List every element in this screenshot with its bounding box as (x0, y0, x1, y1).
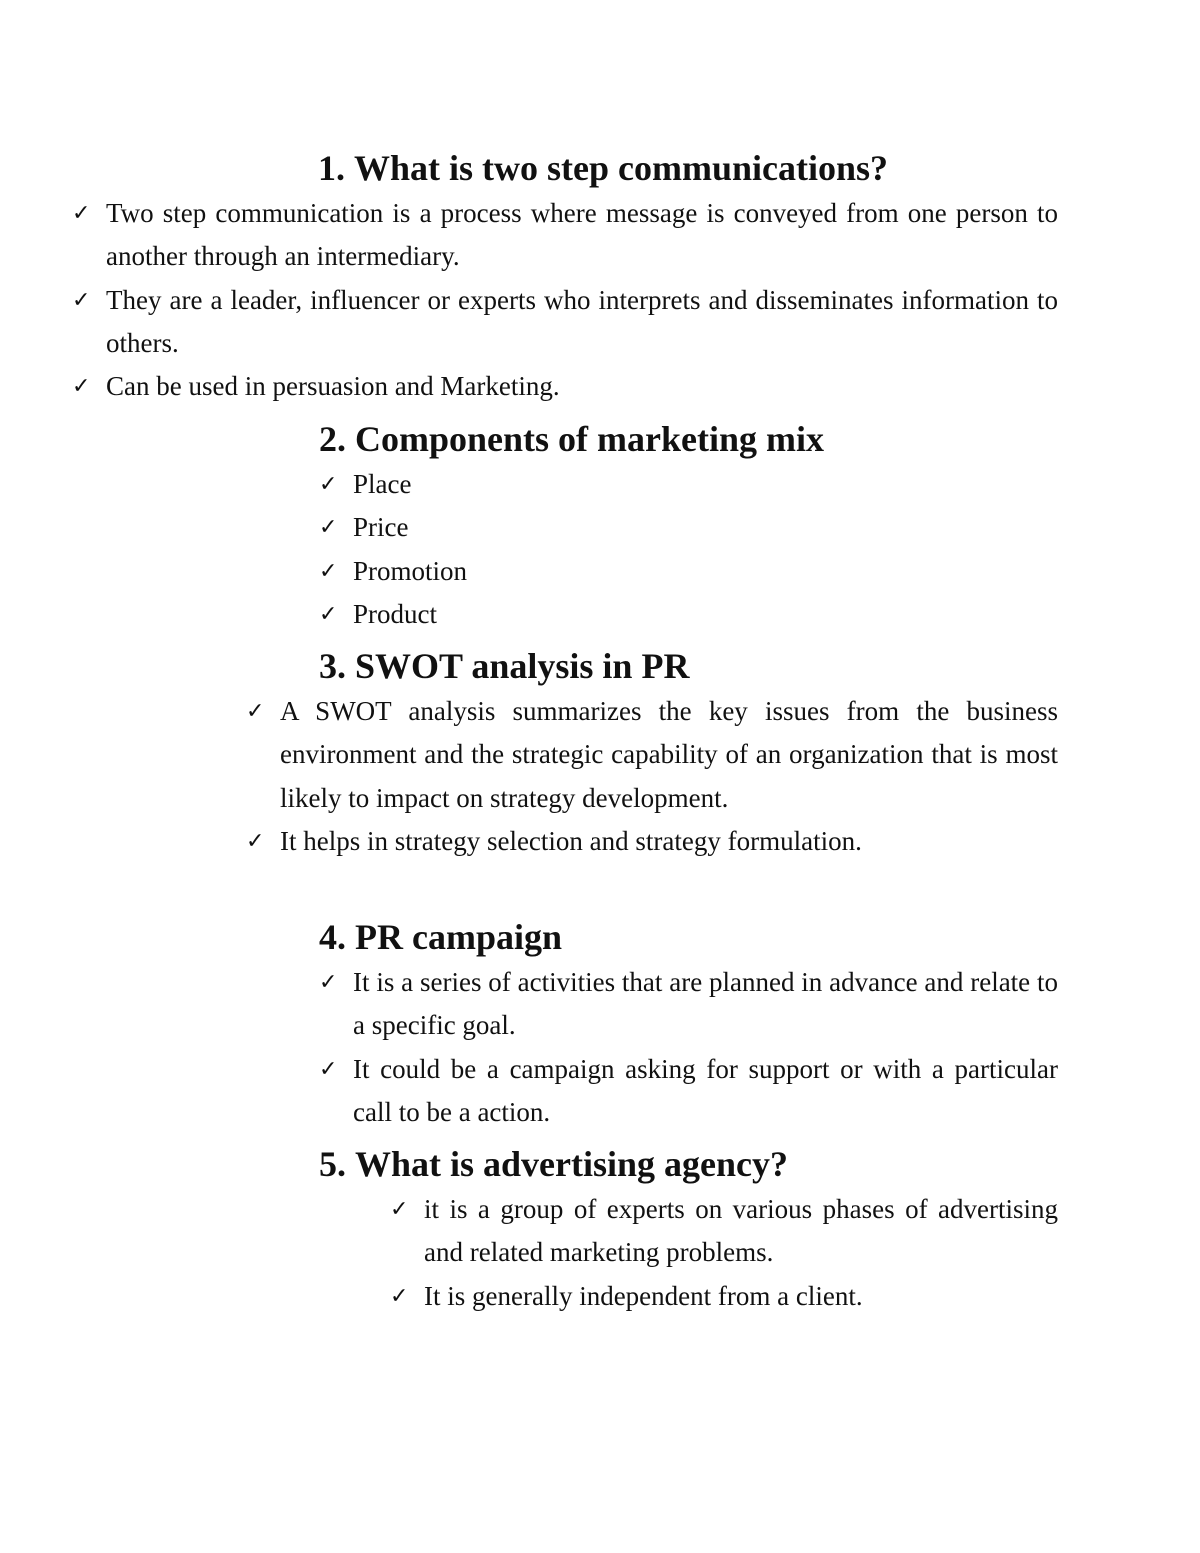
list-item (319, 506, 1058, 549)
section-number: 2. (319, 419, 346, 459)
check-icon: ✓ (390, 1283, 409, 1309)
list-item-text: They are a leader, influencer or experts who interprets and disseminates information to others. (106, 284, 1058, 358)
check-icon: ✓ (319, 1056, 338, 1082)
section-pr-campaign (319, 915, 1058, 1134)
list-item-text: It is generally independent from a client. (424, 1280, 863, 1311)
section-two-step-communications (72, 146, 1058, 408)
bullet-list (319, 463, 1058, 636)
section-title: SWOT analysis in PR (355, 646, 690, 686)
check-icon: ✓ (319, 472, 338, 497)
list-item (246, 690, 1058, 820)
list-item (246, 820, 1058, 863)
list-item-text: Price (353, 512, 409, 543)
section-advertising-agency (319, 1142, 1058, 1318)
section-number: 1. (318, 148, 345, 188)
check-icon: ✓ (72, 201, 91, 226)
bullet-list (319, 961, 1058, 1134)
check-icon: ✓ (319, 970, 338, 995)
list-item (72, 279, 1058, 366)
section-swot-analysis (246, 644, 1058, 863)
check-icon: ✓ (246, 699, 265, 724)
list-item (319, 550, 1058, 593)
list-item-text: Place (353, 469, 412, 499)
list-item-text: Product (353, 598, 437, 629)
list-item-text: It is a series of activities that are planned in advance and relate to a specific goal. (353, 967, 1058, 1041)
section-heading (319, 1142, 1058, 1188)
check-icon: ✓ (72, 287, 91, 313)
list-item (319, 463, 1058, 506)
list-item (72, 192, 1058, 279)
check-icon: ✓ (390, 1197, 409, 1222)
list-item-text: Two step communication is a process where message is conveyed from one person to another through an intermediary. (106, 198, 1058, 272)
check-icon: ✓ (246, 828, 265, 854)
section-title: PR campaign (355, 917, 562, 957)
check-icon: ✓ (319, 515, 338, 541)
check-icon: ✓ (319, 601, 338, 627)
section-heading (72, 146, 1058, 192)
section-heading (319, 417, 1058, 463)
section-number: 4. (319, 917, 346, 957)
check-icon: ✓ (319, 558, 338, 584)
list-item-text: Can be used in persuasion and Marketing. (106, 371, 560, 402)
section-marketing-mix (319, 417, 1058, 636)
list-item (390, 1188, 1058, 1275)
list-item (319, 1048, 1058, 1135)
list-item-text: Promotion (353, 555, 468, 586)
list-item (72, 365, 1058, 408)
section-heading (319, 915, 1058, 961)
section-number: 5. (319, 1144, 346, 1184)
check-icon: ✓ (72, 374, 91, 400)
section-title: What is two step communications? (354, 148, 889, 188)
bullet-list (390, 1188, 1058, 1318)
list-item (319, 961, 1058, 1048)
list-item-text: A SWOT analysis summarizes the key issues from the business environment and the strategic capability of an organization that is most likely to impact on strategy development. (280, 696, 1058, 813)
section-number: 3. (319, 646, 346, 686)
list-item-text: It could be a campaign asking for support or with a particular call to be a action. (353, 1053, 1058, 1127)
section-title: What is advertising agency? (355, 1144, 789, 1184)
section-heading (246, 644, 1058, 690)
list-item (319, 593, 1058, 636)
section-title: Components of marketing mix (355, 419, 824, 459)
list-item (390, 1275, 1058, 1318)
list-item-text: It helps in strategy selection and strategy formulation. (280, 825, 862, 856)
bullet-list (72, 192, 1058, 408)
list-item-text: it is a group of experts on various phases of advertising and related marketing problems. (424, 1194, 1058, 1268)
bullet-list (246, 690, 1058, 863)
